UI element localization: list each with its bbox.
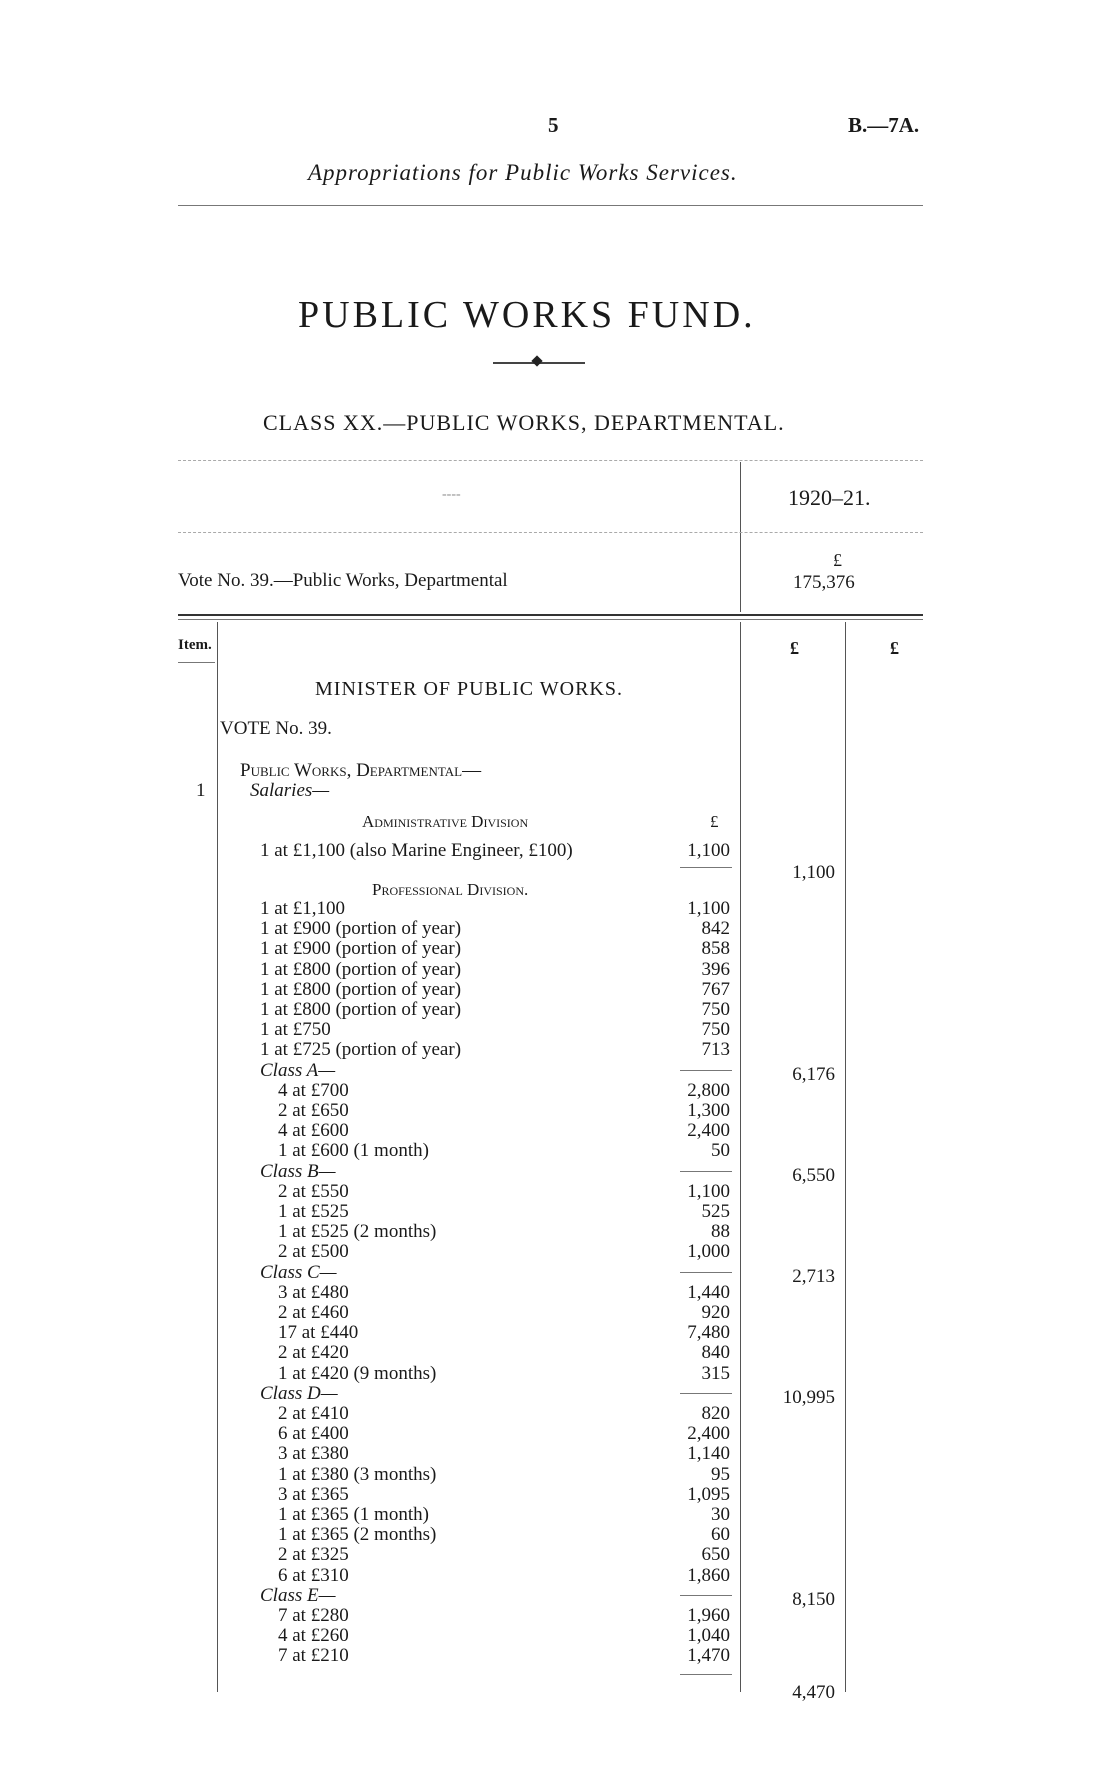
item-number: 1 [196, 780, 206, 801]
class-line-text: 2 at £460 [278, 1302, 349, 1323]
class-line-amount: 1,140 [687, 1443, 730, 1465]
page-number: 5 [548, 113, 559, 137]
professional-line-text: 1 at £750 [260, 1019, 331, 1041]
class-line-amount: 88 [711, 1221, 730, 1243]
administrative-division-heading: Administrative Division [362, 812, 529, 831]
admin-currency: £ [710, 812, 719, 831]
professional-line-text: 1 at £800 (portion of year) [260, 958, 462, 980]
class-line-text: 1 at £365 (2 months) [278, 1524, 437, 1546]
admin-subtotal-rule [680, 867, 732, 868]
class-line-text: 17 at £440 [278, 1322, 359, 1344]
professional-line-text: 1 at £900 (portion of year) [260, 938, 462, 960]
class-line-text: 2 at £325 [278, 1544, 349, 1566]
class-line-text: 7 at £280 [278, 1605, 349, 1626]
professional-line-amount: 396 [701, 958, 730, 980]
class-line-amount: 1,470 [687, 1645, 730, 1667]
professional-line-amount: 713 [701, 1039, 730, 1061]
class-line-text: 2 at £550 [278, 1180, 349, 1202]
summary-currency: £ [833, 550, 842, 570]
class-line-amount: 50 [711, 1140, 730, 1162]
professional-division-heading: Professional Division. [372, 880, 529, 899]
class-label: Class D— [260, 1382, 338, 1404]
running-title: Appropriations for Public Works Services. [308, 160, 738, 185]
summary-bottom-rule-2 [178, 619, 923, 620]
class-line-amount: 1,860 [687, 1564, 730, 1586]
salaries-subheading: Salaries— [250, 780, 330, 801]
class-line-amount: 650 [701, 1544, 730, 1566]
group-total: 10,995 [782, 1386, 835, 1408]
professional-line-amount: 767 [701, 978, 730, 1000]
class-line-amount: 315 [701, 1362, 730, 1384]
class-label: Class B— [260, 1160, 336, 1182]
summary-top-rule [178, 460, 923, 461]
class-line-amount: 1,000 [687, 1241, 730, 1263]
subtotal-rule [680, 1393, 732, 1394]
class-line-amount: 2,800 [687, 1079, 730, 1101]
group-total: 6,176 [792, 1063, 835, 1085]
subtotal-rule [680, 1070, 732, 1071]
subtotal-rule [680, 1171, 732, 1172]
minister-heading: MINISTER OF PUBLIC WORKS. [315, 678, 623, 700]
class-line-text: 6 at £310 [278, 1564, 349, 1586]
amount-column-rule [740, 622, 741, 1692]
subtotal-rule [680, 1272, 732, 1273]
item-header: Item. [178, 637, 212, 653]
class-line-text: 4 at £600 [278, 1120, 349, 1142]
class-line-text: 1 at £420 (9 months) [278, 1362, 437, 1384]
class-label: Class C— [260, 1261, 337, 1283]
professional-line-text: 1 at £800 (portion of year) [260, 999, 462, 1020]
class-line-text: 3 at £480 [278, 1281, 349, 1303]
final-subtotal-rule [680, 1674, 732, 1675]
section-title: Public Works, Departmental— [240, 760, 482, 781]
class-line-amount: 820 [701, 1403, 730, 1424]
class-line-text: 2 at £410 [278, 1403, 349, 1424]
summary-bottom-rule [178, 614, 923, 616]
class-line-text: 1 at £600 (1 month) [278, 1140, 429, 1162]
class-line-text: 4 at £700 [278, 1079, 349, 1101]
class-line-amount: 1,040 [687, 1625, 730, 1647]
class-line-amount: 30 [711, 1504, 730, 1525]
class-line-amount: 1,300 [687, 1100, 730, 1121]
class-line-amount: 1,095 [687, 1483, 730, 1505]
class-line-amount: 1,440 [687, 1281, 730, 1303]
item-header-rule [178, 662, 215, 663]
class-line-amount: 7,480 [687, 1322, 730, 1344]
summary-year-header: 1920–21. [788, 485, 871, 510]
professional-line-text: 1 at £900 (portion of year) [260, 918, 462, 940]
summary-mid-rule [178, 532, 923, 533]
document-reference: B.—7A. [848, 113, 920, 137]
professional-line-amount: 750 [701, 999, 730, 1020]
item-column-rule [217, 622, 218, 1692]
fund-title: PUBLIC WORKS FUND. [298, 294, 756, 336]
class-line-amount: 2,400 [687, 1120, 730, 1142]
diamond-icon [531, 355, 542, 366]
admin-line: 1 at £1,100 (also Marine Engineer, £100) [260, 840, 573, 861]
professional-line-amount: 858 [701, 938, 730, 960]
class-line-text: 3 at £365 [278, 1483, 349, 1505]
group-total: 2,713 [792, 1265, 835, 1287]
group-total: 6,550 [792, 1164, 835, 1186]
class-line-text: 2 at £500 [278, 1241, 349, 1263]
class-line-text: 1 at £525 [278, 1201, 349, 1222]
class-line-text: 6 at £400 [278, 1423, 349, 1445]
professional-line-amount: 1,100 [687, 898, 730, 919]
class-line-text: 2 at £420 [278, 1342, 349, 1364]
class-line-text: 1 at £380 (3 months) [278, 1463, 437, 1485]
class-line-amount: 2,400 [687, 1423, 730, 1445]
group-total: 8,150 [792, 1588, 835, 1610]
class-line-text: 3 at £380 [278, 1443, 349, 1465]
class-line-amount: 95 [711, 1463, 730, 1485]
admin-amount: 1,100 [687, 840, 730, 861]
class-line-text: 7 at £210 [278, 1645, 349, 1667]
column-currency-2: £ [890, 638, 899, 658]
class-line-amount: 920 [701, 1302, 730, 1323]
class-line-amount: 60 [711, 1524, 730, 1546]
professional-line-text: 1 at £725 (portion of year) [260, 1039, 462, 1061]
summary-divider [740, 462, 741, 612]
professional-line-text: 1 at £800 (portion of year) [260, 978, 462, 1000]
class-line-text: 1 at £365 (1 month) [278, 1504, 429, 1525]
subtotal-rule [680, 1595, 732, 1596]
class-line-text: 1 at £525 (2 months) [278, 1221, 437, 1243]
class-line-text: 4 at £260 [278, 1625, 349, 1647]
group-total: 4,470 [792, 1681, 835, 1703]
vote-label: Vote No. 39.—Public Works, Departmental [178, 570, 508, 591]
class-label: Class E— [260, 1584, 336, 1606]
admin-total: 1,100 [792, 862, 835, 883]
total-column-rule [845, 622, 846, 1692]
class-title: CLASS XX.—PUBLIC WORKS, DEPARTMENTAL. [263, 410, 785, 435]
column-currency-1: £ [790, 638, 799, 658]
class-line-amount: 1,960 [687, 1605, 730, 1626]
class-line-amount: 1,100 [687, 1180, 730, 1202]
professional-line-amount: 750 [701, 1019, 730, 1041]
summary-blank-header: ---- [442, 487, 461, 502]
professional-line-amount: 842 [701, 918, 730, 940]
header-rule [178, 205, 923, 206]
class-line-amount: 840 [701, 1342, 730, 1364]
class-label: Class A— [260, 1059, 336, 1081]
vote-heading: VOTE No. 39. [220, 718, 332, 739]
class-line-text: 2 at £650 [278, 1100, 349, 1121]
vote-amount: 175,376 [793, 572, 855, 593]
class-line-amount: 525 [701, 1201, 730, 1222]
professional-line-text: 1 at £1,100 [260, 898, 345, 919]
